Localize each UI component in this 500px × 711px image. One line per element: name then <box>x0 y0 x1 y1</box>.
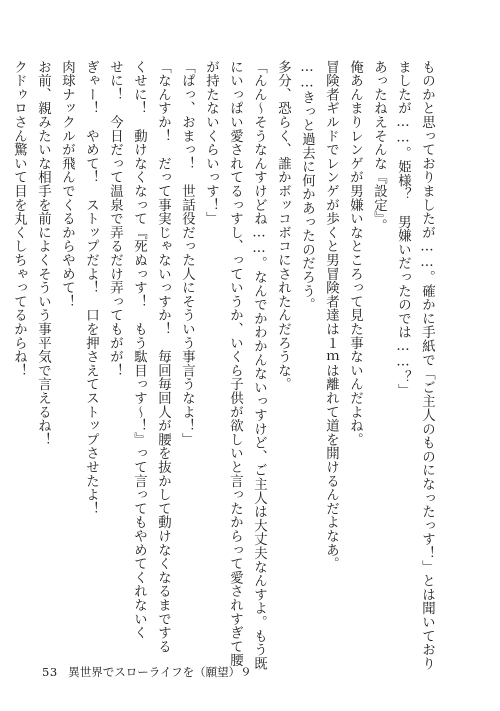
text-column: 俺あんまりレンゲが男嫌いなところって見た事ないんだよね。 <box>347 60 363 447</box>
text-column: お前、親みたいな相手を前によくそういう事平気で言えるね！ <box>35 60 51 447</box>
text-column: くせに！ 動けなくなって『死ぬっす！ もう駄目っす～！』って言ってもやめてくれないく <box>131 60 147 640</box>
text-column: 「んん～そうなんすけどね……。なんでかわかんないっすけど、ご主人は大丈夫なんすよ。もう既 <box>251 60 267 671</box>
page-number: 53 <box>42 665 58 679</box>
book-title: 異世界でスローライフを（願望）９ <box>68 665 252 679</box>
text-column: が持たないくらいっす！」 <box>203 60 219 226</box>
text-column: 冒険者ギルドでレンゲが歩くと男冒険者達は１ｍは離れて道を開けるんだよなあ。 <box>323 60 339 571</box>
text-column: 「なんすか！ だって事実じゃないっすか！ 毎回毎回人が腰を抜かして動けなくなるまでする <box>155 60 171 654</box>
text-column: 「ぱっ、おまっ！ 世話役だった人にそういう事言うなよ！」 <box>179 60 195 447</box>
text-column: ましたが……。姫様？ 男嫌いだったのでは……？」 <box>395 60 411 398</box>
text-column: ものかと思っておりましたが……。確かに手紙で「ご主人のものになったっす！」とは聞いており <box>419 60 435 671</box>
page-footer <box>42 664 252 680</box>
text-column: 肉球ナックルが飛んでくるからやめて！ <box>59 60 75 309</box>
text-column: せに！ 今日だって温泉で弄るだけ弄ってもがが！ <box>107 60 123 378</box>
text-column: にいっぱい愛されてるっすし、っていうか、いくら子供が欲しいと言ったからって愛されすぎて腰 <box>227 60 243 668</box>
text-column: ……きっと過去に何かあったのだろう。 <box>299 60 315 312</box>
text-column: あったねえそんな『設定』。 <box>371 60 387 233</box>
text-column: クドゥロさん驚いて目を丸くしちゃってるからね！ <box>11 60 27 378</box>
text-column: 多分、恐らく、誰かボッコボコにされたんだろうな。 <box>275 60 291 392</box>
text-column: ぎゃー！ やめて！ ストップだよ！ 口を押さえてストップさせたよ！ <box>83 60 99 516</box>
